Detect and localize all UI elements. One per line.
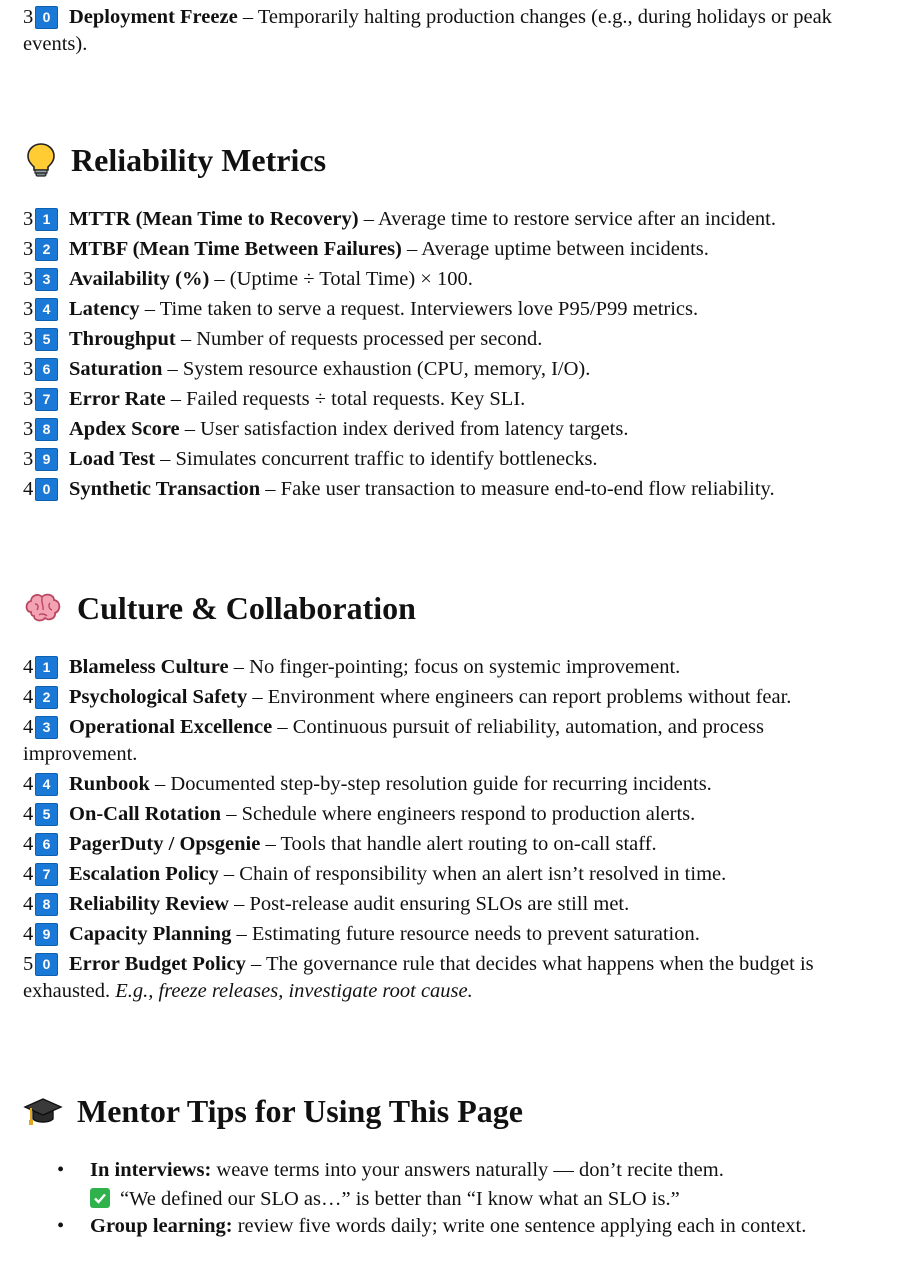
list-item [23,831,883,858]
tip-quote-line [90,1186,883,1213]
keycap-digit-icon: 6 [35,358,58,381]
list-item [23,801,883,828]
keycap-digit-icon: 8 [35,418,58,441]
section-heading-reliability [23,140,883,180]
entry-description: – Number of requests processed per second. [175,328,543,350]
entry-description: – Post-release audit ensuring SLOs are still met. [229,893,630,915]
entry-number-prefix: 4 [23,686,34,708]
entry-description: – The governance rule that decides what happens when the budget is exhausted. [23,953,814,1002]
graduation-cap-icon [23,1093,63,1129]
bullet-icon: • [57,1215,65,1237]
entry-number-prefix: 4 [23,773,34,795]
entry-example: E.g., freeze releases, investigate root cause. [115,980,473,1002]
entry-description: – Failed requests ÷ total requests. Key SLI. [165,388,526,410]
entry-number-prefix: 3 [23,328,34,350]
tip-lead: Group learning: [90,1215,233,1237]
keycap-digit-icon: 3 [35,716,58,739]
entry-description: – Simulates concurrent traffic to identify bottlenecks. [155,448,598,470]
entry-number-prefix: 4 [23,923,34,945]
list-item [23,206,883,233]
entry-term: Capacity Planning [69,923,232,945]
keycap-digit-icon: 6 [35,833,58,856]
entry-description: – Estimating future resource needs to prevent saturation. [231,923,700,945]
entry-term: MTTR (Mean Time to Recovery) [69,208,359,230]
entry-description: – Temporarily halting production changes (e.g., during holidays or peak events). [23,6,832,55]
entry-description: – Tools that handle alert routing to on-call staff. [260,833,657,855]
entry-description: – Average uptime between incidents. [401,238,709,260]
entry-description: – Continuous pursuit of reliability, automation, and process improvement. [23,716,764,765]
keycap-digit-icon: 5 [35,328,58,351]
keycap-digit-icon: 5 [35,803,58,826]
entry-description: – User satisfaction index derived from latency targets. [179,418,629,440]
entry-number-prefix: 4 [23,863,34,885]
brain-icon [23,590,63,626]
section-title: Mentor Tips for Using This Page [77,1092,523,1129]
glossary-page [23,4,883,1240]
list-item [23,416,883,443]
entry-term: Saturation [69,358,163,380]
entry-term: Latency [69,298,140,320]
culture-list [23,654,883,1005]
list-item [23,386,883,413]
section-heading-culture [23,588,883,628]
entry-term: Load Test [69,448,156,470]
list-item [23,771,883,798]
keycap-digit-icon: 3 [35,268,58,291]
keycap-digit-icon: 4 [35,773,58,796]
entry-term: Reliability Review [69,893,229,915]
section-title: Reliability Metrics [71,141,327,178]
list-item [23,1157,883,1213]
entry-description: – Chain of responsibility when an alert isn’t resolved in time. [218,863,727,885]
entry-number-prefix: 3 [23,268,34,290]
tip-quote: “We defined our SLO as…” is better than “I know what an SLO is.” [120,1188,680,1210]
keycap-digit-icon: 7 [35,388,58,411]
keycap-digit-icon: 0 [35,6,58,29]
entry-term: Synthetic Transaction [69,478,261,500]
tip-lead: In interviews: [90,1159,212,1181]
list-item [23,236,883,263]
entry-term: Deployment Freeze [69,6,238,28]
entry-term: Throughput [69,328,176,350]
keycap-digit-icon: 9 [35,448,58,471]
entry-term: Error Rate [69,388,166,410]
entry-term: On-Call Rotation [69,803,222,825]
list-item [23,684,883,711]
tip-text: weave terms into your answers naturally — don’t recite them. [211,1159,724,1181]
section-heading-mentor [23,1091,883,1131]
entry-term: Operational Excellence [69,716,273,738]
list-item [23,356,883,383]
entry-description: – (Uptime ÷ Total Time) × 100. [209,268,473,290]
keycap-digit-icon: 0 [35,953,58,976]
list-item [23,921,883,948]
entry-description: – Environment where engineers can report problems without fear. [247,686,792,708]
entry-description: – System resource exhaustion (CPU, memory, I/O). [162,358,591,380]
section-title: Culture & Collaboration [77,589,416,626]
list-item [23,296,883,323]
entry-number-prefix: 5 [23,953,34,975]
entry-number-prefix: 3 [23,448,34,470]
entry-deployment-freeze [23,4,883,58]
lightbulb-icon [23,142,59,178]
entry-term: PagerDuty / Opsgenie [69,833,261,855]
entry-term: MTBF (Mean Time Between Failures) [69,238,402,260]
entry-description: – Documented step-by-step resolution guide for recurring incidents. [149,773,712,795]
entry-number-prefix: 3 [23,238,34,260]
list-item [23,951,883,1005]
reliability-list [23,206,883,503]
list-item [23,266,883,293]
list-item [23,446,883,473]
entry-term: Runbook [69,773,150,795]
entry-term: Error Budget Policy [69,953,246,975]
entry-term: Availability (%) [69,268,210,290]
entry-number-prefix: 4 [23,716,34,738]
bullet-icon: • [57,1159,65,1181]
entry-number-prefix: 3 [23,208,34,230]
entry-number-prefix: 4 [23,803,34,825]
entry-number-prefix: 3 [23,358,34,380]
check-mark-icon [90,1188,110,1208]
entry-number-prefix: 4 [23,656,34,678]
keycap-digit-icon: 2 [35,238,58,261]
keycap-digit-icon: 4 [35,298,58,321]
entry-number-prefix: 3 [23,298,34,320]
entry-number-prefix: 4 [23,893,34,915]
entry-number-prefix: 4 [23,478,34,500]
list-item [23,326,883,353]
list-item [23,861,883,888]
entry-number-prefix: 3 [23,6,34,28]
list-item [23,891,883,918]
keycap-digit-icon: 7 [35,863,58,886]
entry-description: – Average time to restore service after an incident. [358,208,777,230]
list-item [23,1213,883,1240]
keycap-digit-icon: 2 [35,686,58,709]
keycap-digit-icon: 0 [35,478,58,501]
entry-term: Escalation Policy [69,863,219,885]
mentor-tips-list [23,1157,883,1240]
entry-description: – No finger-pointing; focus on systemic improvement. [228,656,681,678]
entry-term: Apdex Score [69,418,180,440]
list-item [23,654,883,681]
entry-number-prefix: 3 [23,418,34,440]
entry-number-prefix: 4 [23,833,34,855]
list-item [23,476,883,503]
keycap-digit-icon: 1 [35,656,58,679]
list-item [23,714,883,768]
keycap-digit-icon: 1 [35,208,58,231]
entry-description: – Fake user transaction to measure end-to-end flow reliability. [260,478,775,500]
entry-term: Blameless Culture [69,656,229,678]
entry-number-prefix: 3 [23,388,34,410]
keycap-digit-icon: 8 [35,893,58,916]
tip-text: review five words daily; write one sentence applying each in context. [232,1215,807,1237]
entry-description: – Schedule where engineers respond to production alerts. [221,803,696,825]
keycap-digit-icon: 9 [35,923,58,946]
entry-description: – Time taken to serve a request. Interviewers love P95/P99 metrics. [139,298,699,320]
entry-term: Psychological Safety [69,686,248,708]
